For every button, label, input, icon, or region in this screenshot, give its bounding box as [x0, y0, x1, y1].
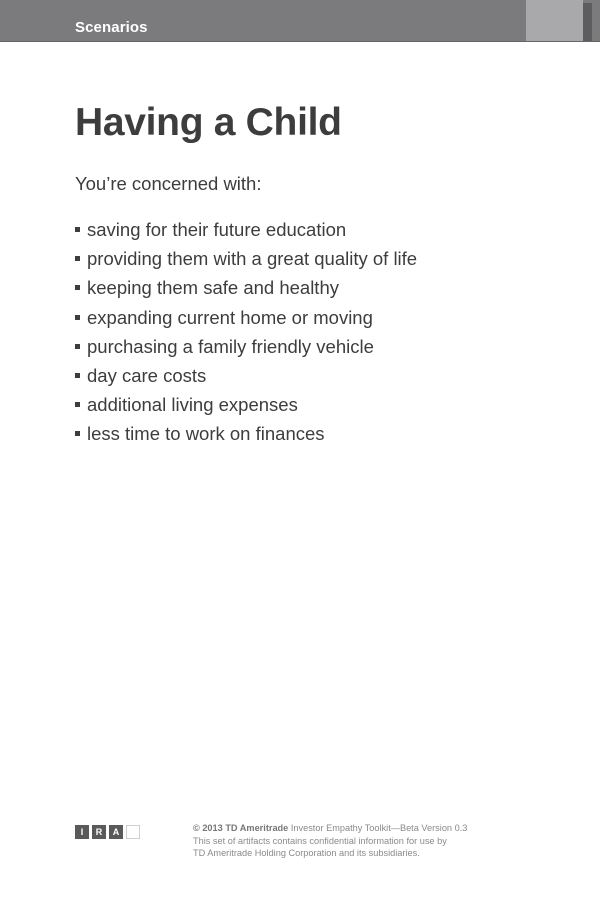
list-item: [75, 361, 417, 390]
bullet-icon: [75, 256, 80, 261]
list-item: [75, 273, 417, 302]
intro-text: You’re concerned with:: [75, 173, 262, 194]
list-item-text: expanding current home or moving: [87, 306, 373, 328]
bullet-icon: [75, 402, 80, 407]
logo-empty-box: [126, 825, 140, 839]
header-bar: [0, 0, 600, 42]
footer-line-2: This set of artifacts contains confidential information for use by: [193, 835, 447, 846]
copyright-bold: © 2013 TD Ameritrade: [193, 823, 289, 833]
bullet-icon: [75, 431, 80, 436]
list-item: [75, 419, 417, 448]
footer-notice: [193, 822, 467, 860]
bullet-icon: [75, 344, 80, 349]
list-item-text: keeping them safe and healthy: [87, 277, 339, 299]
list-item: [75, 303, 417, 332]
bullet-icon: [75, 315, 80, 320]
logo-letter-r: R: [92, 825, 106, 839]
bullet-icon: [75, 373, 80, 378]
list-item-text: less time to work on finances: [87, 423, 325, 445]
concern-list: [75, 215, 417, 449]
list-item: [75, 244, 417, 273]
list-item: [75, 332, 417, 361]
copyright-rest: Investor Empathy Toolkit—Beta Version 0.3: [288, 823, 468, 833]
ira-logo: [75, 825, 140, 839]
list-item-text: additional living expenses: [87, 394, 298, 416]
list-item-text: purchasing a family friendly vehicle: [87, 335, 374, 357]
bullet-icon: [75, 227, 80, 232]
list-item: [75, 215, 417, 244]
list-item: [75, 390, 417, 419]
footer-line-1: [193, 822, 467, 835]
header-tab-edge: [583, 3, 592, 41]
section-title: Scenarios: [75, 19, 148, 36]
logo-letter-i: I: [75, 825, 89, 839]
footer-line-3: TD Ameritrade Holding Corporation and its subsidiaries.: [193, 848, 420, 859]
list-item-text: providing them with a great quality of life: [87, 248, 418, 270]
bullet-icon: [75, 285, 80, 290]
list-item-text: saving for their future education: [87, 219, 347, 240]
logo-letter-a: A: [109, 825, 123, 839]
page-title: Having a Child: [75, 101, 342, 144]
header-tab: [526, 0, 583, 41]
list-item-text: day care costs: [87, 365, 207, 387]
